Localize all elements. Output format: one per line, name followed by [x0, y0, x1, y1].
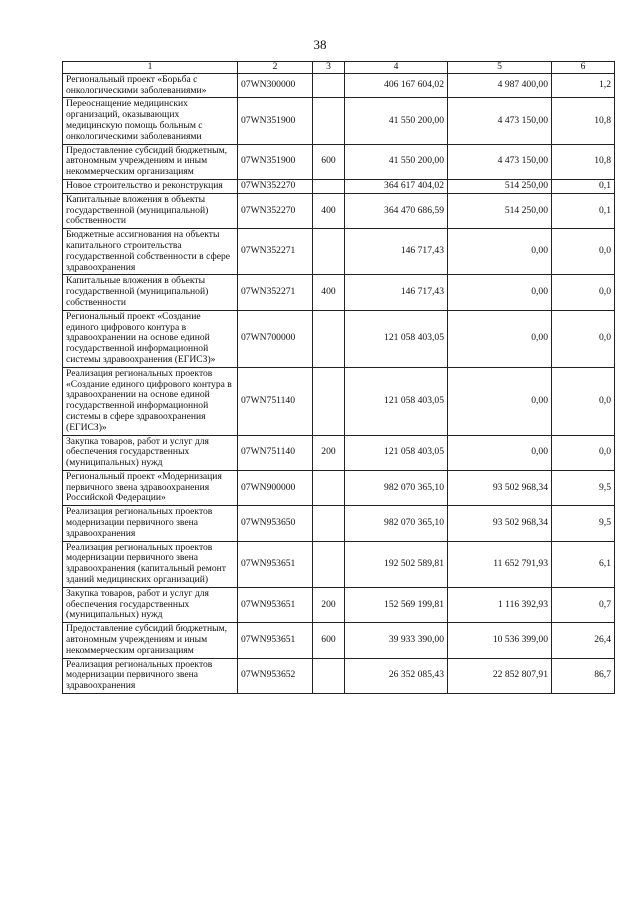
- row-type-cell: [313, 179, 345, 193]
- row-type-cell: 200: [313, 587, 345, 622]
- row-code-cell: 07WN751140: [238, 435, 313, 470]
- column-header-1: 1: [63, 62, 238, 74]
- row-percent-cell: 6,1: [552, 541, 615, 587]
- table-row: [63, 193, 615, 228]
- row-amount2-cell: 4 473 150,00: [448, 98, 552, 144]
- column-header-3: 3: [313, 62, 345, 74]
- row-percent-cell: 0,0: [552, 275, 615, 310]
- row-amount2-cell: 93 502 968,34: [448, 506, 552, 541]
- row-code-cell: 07WN953651: [238, 541, 313, 587]
- row-code-cell: 07WN351900: [238, 144, 313, 179]
- row-amount-cell: 121 058 403,05: [345, 435, 448, 470]
- row-percent-cell: 0,1: [552, 193, 615, 228]
- row-type-cell: [313, 229, 345, 275]
- row-name-cell: Предоставление субсидий бюджетным, автономным учреждениям и иным некоммерческим организациям: [63, 144, 238, 179]
- row-amount-cell: 121 058 403,05: [345, 310, 448, 367]
- row-percent-cell: 0,1: [552, 179, 615, 193]
- table-row: [63, 623, 615, 658]
- row-percent-cell: 26,4: [552, 623, 615, 658]
- row-amount2-cell: 4 473 150,00: [448, 144, 552, 179]
- row-code-cell: 07WN300000: [238, 73, 313, 98]
- row-code-cell: 07WN953651: [238, 623, 313, 658]
- row-name-cell: Закупка товаров, работ и услуг для обеспечения государственных (муниципальных) нужд: [63, 587, 238, 622]
- table-row: [63, 179, 615, 193]
- row-amount-cell: 121 058 403,05: [345, 367, 448, 435]
- row-type-cell: 600: [313, 144, 345, 179]
- row-amount2-cell: 11 652 791,93: [448, 541, 552, 587]
- row-amount-cell: 41 550 200,00: [345, 144, 448, 179]
- column-header-6: 6: [552, 62, 615, 74]
- row-code-cell: 07WN351900: [238, 98, 313, 144]
- row-percent-cell: 86,7: [552, 658, 615, 693]
- row-name-cell: Капитальные вложения в объекты государственной (муниципальной) собственности: [63, 193, 238, 228]
- table-row: [63, 275, 615, 310]
- row-code-cell: 07WN352271: [238, 229, 313, 275]
- row-name-cell: Региональный проект «Модернизация первичного звена здравоохранения Российской Федерации»: [63, 470, 238, 505]
- row-code-cell: 07WN700000: [238, 310, 313, 367]
- row-amount-cell: 982 070 365,10: [345, 470, 448, 505]
- row-code-cell: 07WN352270: [238, 193, 313, 228]
- row-name-cell: Бюджетные ассигнования на объекты капитального строительства государственной собственности в сфере здравоохранения: [63, 229, 238, 275]
- row-amount2-cell: 514 250,00: [448, 179, 552, 193]
- row-name-cell: Реализация региональных проектов модернизации первичного звена здравоохранения: [63, 506, 238, 541]
- table-row: [63, 658, 615, 693]
- table-row: [63, 367, 615, 435]
- header-row: [63, 62, 615, 74]
- table-row: [63, 541, 615, 587]
- row-name-cell: Новое строительство и реконструкция: [63, 179, 238, 193]
- row-percent-cell: 0,0: [552, 367, 615, 435]
- row-amount2-cell: 22 852 807,91: [448, 658, 552, 693]
- budget-table: [62, 61, 615, 694]
- table-row: [63, 144, 615, 179]
- row-code-cell: 07WN953652: [238, 658, 313, 693]
- row-amount2-cell: 0,00: [448, 275, 552, 310]
- row-percent-cell: 0,7: [552, 587, 615, 622]
- row-amount-cell: 39 933 390,00: [345, 623, 448, 658]
- column-header-5: 5: [448, 62, 552, 74]
- row-type-cell: 600: [313, 623, 345, 658]
- row-amount2-cell: 0,00: [448, 367, 552, 435]
- table-row: [63, 435, 615, 470]
- row-name-cell: Переоснащение медицинских организаций, оказывающих медицинскую помощь больным с онкологическими заболеваниями: [63, 98, 238, 144]
- row-code-cell: 07WN352271: [238, 275, 313, 310]
- row-code-cell: 07WN953650: [238, 506, 313, 541]
- row-amount-cell: 146 717,43: [345, 229, 448, 275]
- row-amount-cell: 406 167 604,02: [345, 73, 448, 98]
- row-amount2-cell: 0,00: [448, 229, 552, 275]
- row-type-cell: [313, 73, 345, 98]
- row-percent-cell: 1,2: [552, 73, 615, 98]
- row-name-cell: Закупка товаров, работ и услуг для обеспечения государственных (муниципальных) нужд: [63, 435, 238, 470]
- row-type-cell: [313, 506, 345, 541]
- table-row: [63, 587, 615, 622]
- row-code-cell: 07WN751140: [238, 367, 313, 435]
- row-type-cell: [313, 98, 345, 144]
- row-amount2-cell: 0,00: [448, 310, 552, 367]
- table-row: [63, 98, 615, 144]
- table-header: [63, 62, 615, 74]
- row-type-cell: 400: [313, 193, 345, 228]
- table-row: [63, 73, 615, 98]
- row-name-cell: Региональный проект «Создание единого цифрового контура в здравоохранении на основе единой государственной информационной системы здравоохранения (ЕГИСЗ)»: [63, 310, 238, 367]
- table-row: [63, 470, 615, 505]
- row-amount-cell: 146 717,43: [345, 275, 448, 310]
- row-name-cell: Реализация региональных проектов «Создание единого цифрового контура в здравоохранении на основе единой государственной информационной системы в сфере здравоохранения (ЕГИСЗ)»: [63, 367, 238, 435]
- row-amount-cell: 364 617 404,02: [345, 179, 448, 193]
- row-type-cell: [313, 310, 345, 367]
- row-amount2-cell: 1 116 392,93: [448, 587, 552, 622]
- row-amount2-cell: 10 536 399,00: [448, 623, 552, 658]
- row-percent-cell: 10,8: [552, 98, 615, 144]
- row-percent-cell: 10,8: [552, 144, 615, 179]
- row-code-cell: 07WN352270: [238, 179, 313, 193]
- row-code-cell: 07WN953651: [238, 587, 313, 622]
- row-amount2-cell: 93 502 968,34: [448, 470, 552, 505]
- table-row: [63, 229, 615, 275]
- row-type-cell: [313, 367, 345, 435]
- row-type-cell: 400: [313, 275, 345, 310]
- row-amount-cell: 152 569 199,81: [345, 587, 448, 622]
- row-percent-cell: 9,5: [552, 470, 615, 505]
- column-header-2: 2: [238, 62, 313, 74]
- column-header-4: 4: [345, 62, 448, 74]
- row-amount-cell: 192 502 589,81: [345, 541, 448, 587]
- row-name-cell: Предоставление субсидий бюджетным, автономным учреждениям и иным некоммерческим организациям: [63, 623, 238, 658]
- row-percent-cell: 0,0: [552, 229, 615, 275]
- row-type-cell: [313, 470, 345, 505]
- table-row: [63, 310, 615, 367]
- row-amount-cell: 41 550 200,00: [345, 98, 448, 144]
- row-percent-cell: 0,0: [552, 310, 615, 367]
- row-type-cell: 200: [313, 435, 345, 470]
- row-type-cell: [313, 658, 345, 693]
- row-name-cell: Капитальные вложения в объекты государственной (муниципальной) собственности: [63, 275, 238, 310]
- row-amount-cell: 982 070 365,10: [345, 506, 448, 541]
- table-row: [63, 506, 615, 541]
- page-number: 38: [313, 37, 327, 52]
- row-amount-cell: 364 470 686,59: [345, 193, 448, 228]
- row-percent-cell: 9,5: [552, 506, 615, 541]
- row-percent-cell: 0,0: [552, 435, 615, 470]
- row-type-cell: [313, 541, 345, 587]
- row-amount2-cell: 0,00: [448, 435, 552, 470]
- row-name-cell: Реализация региональных проектов модернизации первичного звена здравоохранения: [63, 658, 238, 693]
- row-amount2-cell: 514 250,00: [448, 193, 552, 228]
- row-name-cell: Региональный проект «Борьба с онкологическими заболеваниями»: [63, 73, 238, 98]
- row-code-cell: 07WN900000: [238, 470, 313, 505]
- table-body: [63, 73, 615, 693]
- row-amount-cell: 26 352 085,43: [345, 658, 448, 693]
- row-name-cell: Реализация региональных проектов модернизации первичного звена здравоохранения (капитальный ремонт зданий медицинских организаций): [63, 541, 238, 587]
- row-amount2-cell: 4 987 400,00: [448, 73, 552, 98]
